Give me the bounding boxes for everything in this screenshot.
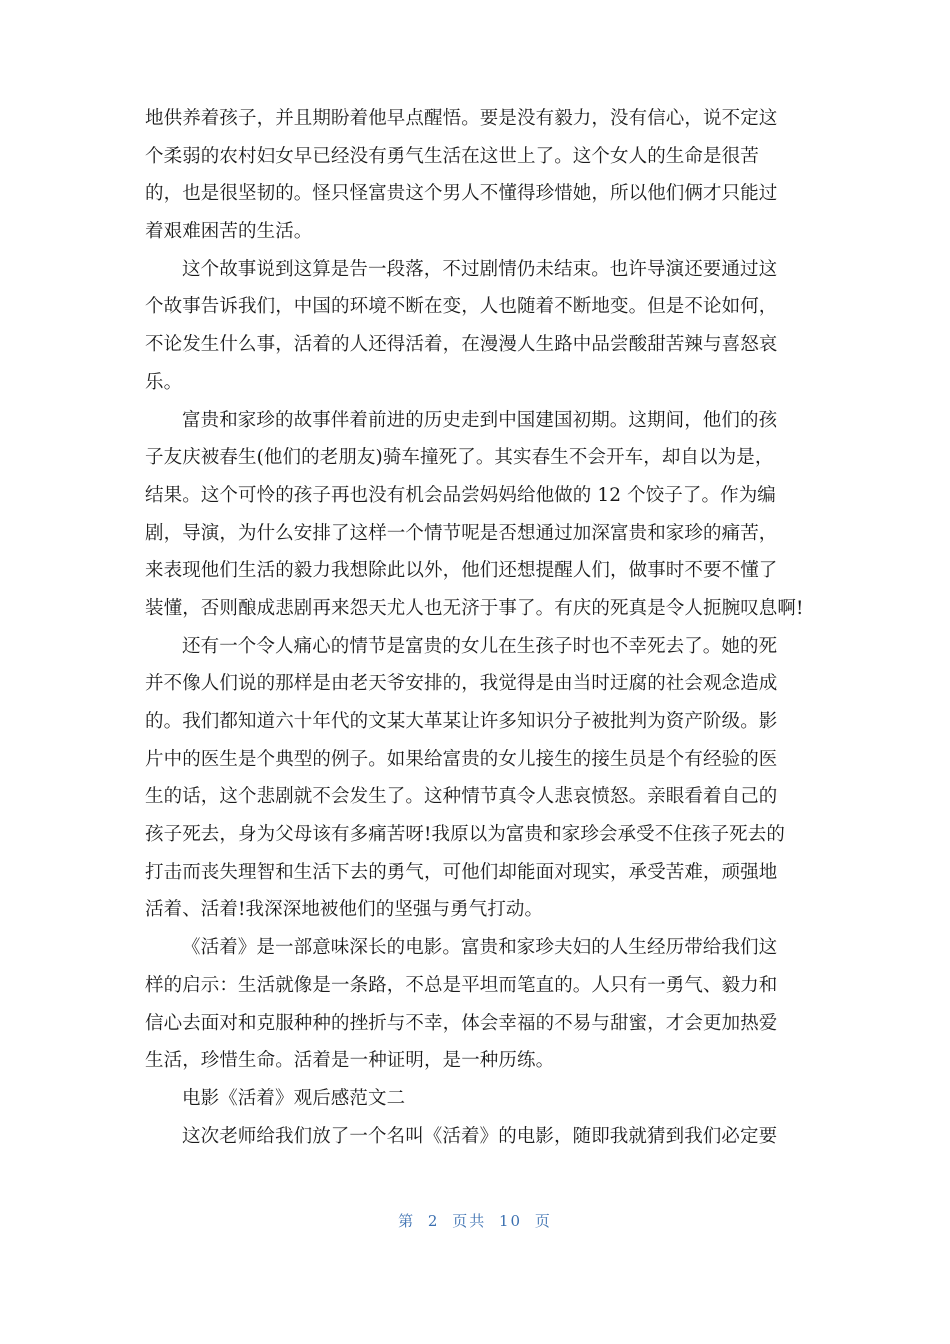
text-line: 剧，导演，为什么安排了这样一个情节呢是否想通过加深富贵和家珍的痛苦， bbox=[145, 522, 778, 544]
text-line: 并不像人们说的那样是由老天爷安排的，我觉得是由当时迂腐的社会观念造成 bbox=[145, 673, 778, 695]
text-line: 不论发生什么事，活着的人还得活着，在漫漫人生路中品尝酸甜苦辣与喜怒哀 bbox=[145, 334, 778, 356]
document-body bbox=[145, 100, 805, 1155]
text-line: 片中的医生是个典型的例子。如果给富贵的女儿接生的接生员是个有经验的医 bbox=[145, 748, 778, 770]
paragraph-start-line: 富贵和家珍的故事伴着前进的历史走到中国建国初期。这期间，他们的孩 bbox=[182, 409, 778, 431]
text-line: 生活，珍惜生命。活着是一种证明，是一种历练。 bbox=[145, 1050, 555, 1072]
text-line: 乐。 bbox=[145, 371, 183, 393]
text-line: 生的话，这个悲剧就不会发生了。这种情节真令人悲哀愤怒。亲眼看着自己的 bbox=[145, 786, 778, 808]
paragraph-start-line: 电影《活着》观后感范文二 bbox=[182, 1087, 406, 1109]
text-line: 来表现他们生活的毅力我想除此以外，他们还想提醒人们，做事时不要不懂了 bbox=[145, 560, 778, 582]
text-line: 子友庆被春生(他们的老朋友)骑车撞死了。其实春生不会开车，却自以为是， bbox=[145, 447, 774, 469]
text-line: 孩子死去，身为父母该有多痛苦呀!我原以为富贵和家珍会承受不住孩子死去的 bbox=[145, 824, 785, 846]
text-line: 个柔弱的农村妇女早已经没有勇气生活在这世上了。这个女人的生命是很苦 bbox=[145, 145, 759, 167]
text-line: 的。我们都知道六十年代的文某大革某让许多知识分子被批判为资产阶级。影 bbox=[145, 711, 778, 732]
text-line: 打击而丧失理智和生活下去的勇气，可他们却能面对现实，承受苦难，顽强地 bbox=[145, 861, 778, 883]
text-line: 着艰难困苦的生活。 bbox=[145, 221, 313, 243]
text-line: 样的启示：生活就像是一条路，不总是平坦而笔直的。人只有一勇气、毅力和 bbox=[145, 974, 778, 996]
text-line: 结果。这个可怜的孩子再也没有机会品尝妈妈给他做的 12 个饺子了。作为编 bbox=[145, 484, 776, 506]
text-line: 装懂，否则酿成悲剧再来怨天尤人也无济于事了。有庆的死真是令人扼腕叹息啊! bbox=[145, 597, 804, 619]
paragraph-start-line: 还有一个令人痛心的情节是富贵的女儿在生孩子时也不幸死去了。她的死 bbox=[182, 635, 778, 657]
text-line: 个故事告诉我们，中国的环境不断在变，人也随着不断地变。但是不论如何， bbox=[145, 296, 778, 318]
paragraph-start-line: 《活着》是一部意味深长的电影。富贵和家珍夫妇的人生经历带给我们这 bbox=[182, 937, 778, 959]
paragraph-start-line: 这次老师给我们放了一个名叫《活着》的电影，随即我就猜到我们必定要 bbox=[182, 1125, 778, 1147]
page-number-footer: 第 2 页共 10 页 bbox=[398, 1212, 552, 1230]
paragraph-start-line: 这个故事说到这算是告一段落，不过剧情仍未结束。也许导演还要通过这 bbox=[182, 258, 778, 280]
text-line: 活着、活着!我深深地被他们的坚强与勇气打动。 bbox=[145, 899, 544, 921]
text-line: 地供养着孩子，并且期盼着他早点醒悟。要是没有毅力，没有信心，说不定这 bbox=[145, 108, 778, 129]
text-line: 信心去面对和克服种种的挫折与不幸，体会幸福的不易与甜蜜，才会更加热爱 bbox=[145, 1012, 778, 1034]
text-line: 的，也是很坚韧的。怪只怪富贵这个男人不懂得珍惜她，所以他们俩才只能过 bbox=[145, 183, 778, 205]
